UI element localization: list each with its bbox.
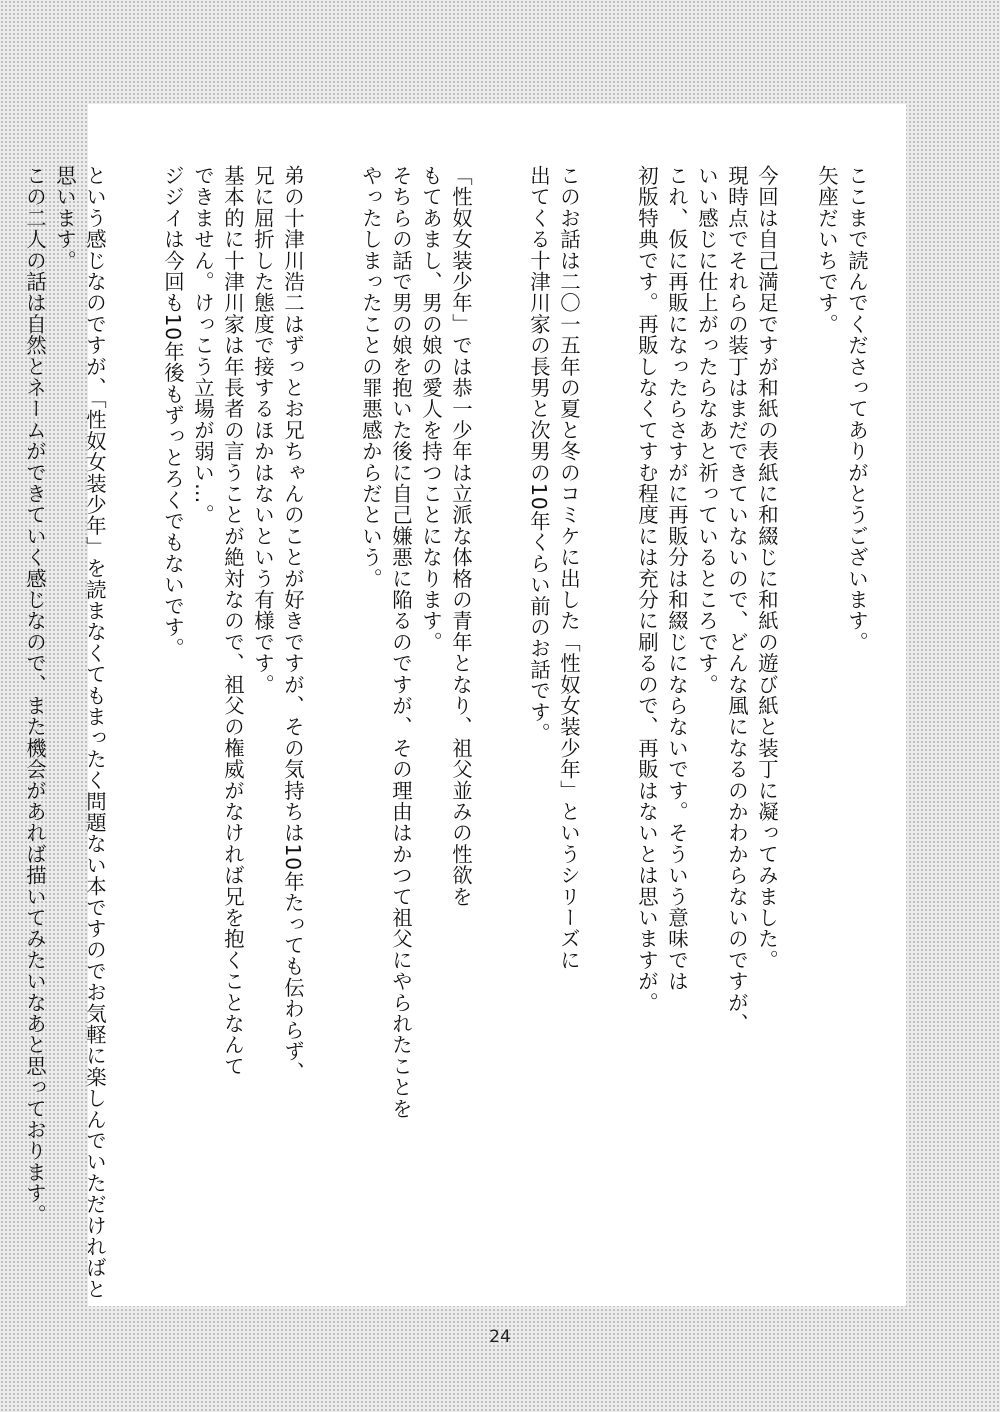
text-line: 今回は自己満足ですが和紙の表紙に和綴じに和紙の遊び紙と装丁に凝ってみました。 xyxy=(755,165,779,971)
paragraph-gap xyxy=(584,165,632,1215)
text-line: ここまで読んでくださってありがとうございます。 xyxy=(845,165,869,653)
text-line: 思います。 xyxy=(53,165,77,271)
text-line: ジジイは今回も10年後もずっとろくでもないです。 xyxy=(161,165,185,659)
text-line: そちらの話で男の娘を抱いた後に自己嫌悪に陥るのですが、その理由はかつて祖父にやられたことを xyxy=(389,165,413,1119)
text-line: いい感じに仕上がったらなあと祈っているところです。 xyxy=(695,165,719,695)
paragraph-gap xyxy=(0,165,20,1215)
paragraph-gap xyxy=(308,165,356,1215)
text-line: この二人の話は自然とネームができていく感じなので、また機会があれば描いてみたいなあと思っております。 xyxy=(23,165,47,1225)
page-number: 24 xyxy=(489,1327,511,1347)
text-line: 兄に屈折した態度で接するほかはないという有様です。 xyxy=(251,165,275,695)
text-line: このお話は二〇一五年の夏と冬のコミケに出した「性奴女装少年」というシリーズに xyxy=(557,165,581,971)
text-line: やったしまったことの罪悪感からだという。 xyxy=(359,165,383,589)
paragraph-gap xyxy=(476,165,524,1215)
afterword-text xyxy=(0,165,872,1300)
text-line: 基本的に十津川家は年長者の言うことが絶対なので、祖父の権威がなければ兄を抱くことなんて xyxy=(221,165,245,1077)
text-line: 現時点でそれらの装丁はまだできていないので、どんな風になるのかわからないのですが、 xyxy=(725,165,749,1035)
text-line: 矢座だいちです。 xyxy=(815,165,839,335)
text-line: できません。けっこう立場が弱い…。 xyxy=(191,165,215,526)
text-line: 出てくる十津川家の長男と次男の10年くらい前のお話です。 xyxy=(527,165,551,744)
text-line: もてあまし、男の娘の愛人を持つことになります。 xyxy=(419,165,443,653)
paragraph-gap xyxy=(110,165,158,1215)
text-line: 初版特典です。再販しなくてすむ程度には充分に刷るので、再販はないとは思いますが。 xyxy=(635,165,659,1013)
text-line: 弟の十津川浩二はずっとお兄ちゃんのことが好きですが、その気持ちは10年たっても伝わらず、 xyxy=(281,165,305,1083)
text-line: という感じなのですが、「性奴女装少年」を読まなくてもまったく問題ない本ですのでお気軽に楽しんでいただければと xyxy=(83,165,107,1300)
text-line: これ、仮に再販になったらさすがに再販分は和綴じにならないです。そういう意味では xyxy=(665,165,689,992)
text-line: 「性奴女装少年」では恭一少年は立派な体格の青年となり、祖父並みの性欲を xyxy=(449,165,473,907)
paragraph-gap xyxy=(782,165,812,1215)
